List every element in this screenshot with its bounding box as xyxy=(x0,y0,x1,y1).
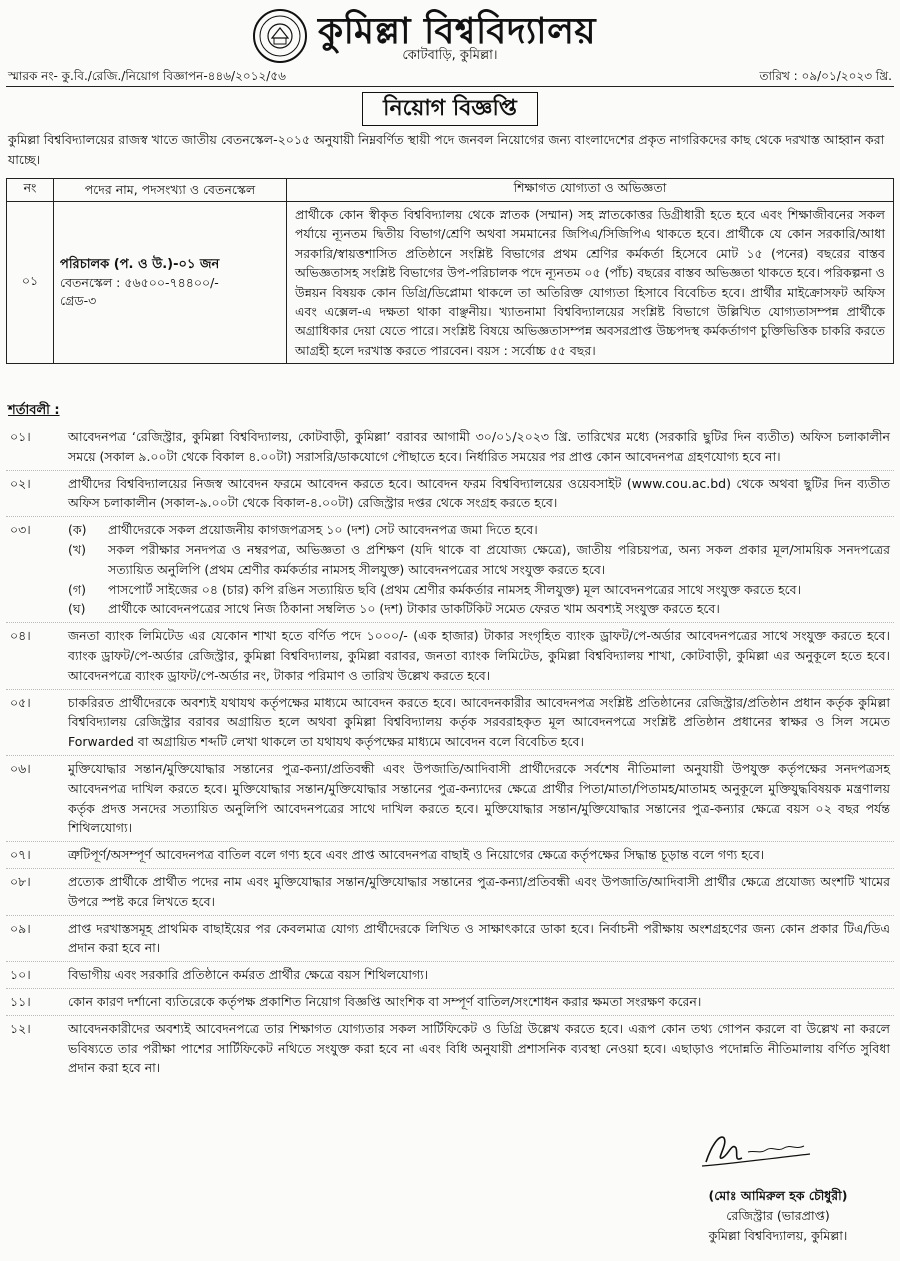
sub-item-text: প্রার্থীদেরকে সকল প্রয়োজনীয় কাগজপত্রসহ ১০ (দশ) সেট আবেদনপত্র জমা দিতে হবে। xyxy=(108,522,538,538)
divider xyxy=(6,86,894,87)
signatory-designation: রেজিস্ট্রার (ভারপ্রাপ্ত) xyxy=(726,1208,830,1223)
sub-item-label: (গ) xyxy=(68,581,86,597)
condition-text: প্রত্যেক প্রার্থীকে প্রার্থীত পদের নাম এবং মুক্তিযোদ্ধার সন্তান/মুক্তিযোদ্ধার সন্তানের পুত্র-কন্যা/প্রতিবন্ধী এবং উপজাতি/আদিবাসী প্রার্থীর ক্ষেত্রে প্রযোজ্য অংশটি খামের উপরে স্পষ্ট করে লিখতে হবে। xyxy=(68,873,890,909)
qualification-text: প্রার্থীকে কোন স্বীকৃত বিশ্ববিদ্যালয় থেকে স্নাতক (সম্মান) সহ স্নাতকোত্তর ডিগ্রীধারী হতে হবে এবং শিক্ষাজীবনের সকল পর্যায়ে ন্যূনতম দ্বিতীয় বিভাগ/শ্রেণি অথবা সমমানের জিপিএ/সিজিপিএ থাকতে হবে। প্রার্থীকে যে কোন সরকারি/আধা সরকারি/স্বায়ত্তশাসিত প্রতিষ্ঠানে সংশ্লিষ্ট বিভাগের প্রথম শ্রেণির কর্মকর্তা হিসেবে মোট ১৫ (পনের) বছরের বাস্তব অভিজ্ঞতাসহ সংশ্লিষ্ট বিভাগের উপ-পরিচালক পদে ন্যূনতম ০৫ (পাঁচ) বছরের বাস্তব অভিজ্ঞতা থাকতে হবে। পরিকল্পনা ও উন্নয়ন বিষয়ক কোন ডিগ্রি/ডিপ্লোমা থাকলে তা অতিরিক্ত যোগ্যতা হিসাবে বিবেচিত হবে। প্রার্থীর মাইক্রোসফট অফিস এবং এক্সেল-এ দক্ষতা থাকা বাঞ্ছনীয়। খ্যাতনামা বিশ্ববিদ্যালয়ের সংশ্লিষ্ট বিভাগে উল্লিখিত যোগ্যতাসম্পন্ন প্রার্থীকে অগ্রাধিকার দেয়া যেতে পারে। সংশ্লিষ্ট বিষয়ে অভিজ্ঞতাসম্পন্ন অবসরপ্রাপ্ত উচ্চপদস্থ কর্মকর্তাগণ চুক্তিভিত্তিক চাকরি করতে আগ্রহী হলে দরখাস্ত করতে পারবেন। বয়স : সর্বোচ্চ ৫৫ বছর। xyxy=(287,202,894,364)
signatory-name: (মোঃ আমিরুল হক চৌধুরী) xyxy=(708,1188,848,1203)
condition-item xyxy=(6,623,894,689)
university-address: কোটবাড়ি, কুমিল্লা। xyxy=(402,48,498,63)
row-serial: ০১ xyxy=(7,202,54,364)
condition-text: প্রাপ্ত দরখাস্তসমূহ প্রাথমিক বাছাইয়ের পর কেবলমাত্র যোগ্য প্রার্থীদেরকে লিখিত ও সাক্ষাৎকারে ডাকা হবে। নির্বাচনী পরীক্ষায় অংশগ্রহণের জন্য কোন প্রকার টিএ/ডিএ প্রদান করা হবে না। xyxy=(68,920,890,956)
sub-item-text: প্রার্থীকে আবেদনপত্রের সাথে নিজ ঠিকানা সম্বলিত ১০ (দশ) টাকার ডাকটিকিট সমেত ফেরত খাম অবশ্যই সংযুক্ত করতে হবে। xyxy=(108,601,720,617)
letterhead xyxy=(0,0,900,64)
sub-item-label: (ক) xyxy=(68,522,87,538)
condition-item xyxy=(6,962,894,989)
pay-grade: গ্রেড-৩ xyxy=(60,292,97,308)
condition-text: জনতা ব্যাংক লিমিটেড এর যেকোন শাখা হতে বর্ণিত পদে ১০০০/- (এক হাজার) টাকার সংগৃহিত ব্যাংক ড্রাফট/পে-অর্ডার আবেদনপত্রের সাথে সংযুক্ত করতে হবে। ব্যাংক ড্রাফট/পে-অর্ডার রেজিস্ট্রার, কুমিল্লা বিশ্ববিদ্যালয়, কুমিল্লা বরাবর, জনতা ব্যাংক লিমিটেড, কুমিল্লা বিশ্ববিদ্যালয় শাখা, কোটবাড়ী, কুমিল্লা এর অনুকূলে হতে হবে। আবেদনপত্রে ব্যাংক ড্রাফট/পে-অর্ডার নং, টাকার পরিমাণ ও তারিখ উল্লেখ করতে হবে। xyxy=(68,628,890,683)
sub-item xyxy=(68,599,890,619)
posts-table xyxy=(6,178,894,364)
condition-item xyxy=(6,989,894,1016)
condition-text: প্রার্থীদের বিশ্ববিদ্যালয়ের নিজস্ব আবেদন ফরমে আবেদন করতে হবে। আবেদন ফরম বিশ্ববিদ্যালয়ের ওয়েবসাইট (www.cou.ac.bd) থেকে অথবা ছুটির দিন ব্যতীত অফিস চলাকালীন (সকাল-৯.০০টা থেকে বিকাল-৪.০০টা) রেজিস্ট্রার দপ্তর থেকে সংগ্রহ করতে হবে। xyxy=(68,475,890,511)
condition-item xyxy=(6,690,894,756)
condition-item xyxy=(6,869,894,916)
condition-number: ০৯। xyxy=(10,920,31,936)
sub-item-label: (ঘ) xyxy=(68,601,86,617)
conditions-list xyxy=(6,424,894,1081)
pay-scale: বেতনস্কেল : ৫৬৫০০-৭৪৪০০/- xyxy=(60,274,219,290)
condition-item xyxy=(6,471,894,518)
post-cell xyxy=(54,202,287,364)
title-box xyxy=(362,92,538,126)
condition-number: ০৬। xyxy=(10,760,31,776)
condition-number: ১১। xyxy=(10,993,31,1009)
condition-item xyxy=(6,916,894,963)
condition-text: কোন কারণ দর্শানো ব্যতিরেকে কর্তৃপক্ষ প্রকাশিত নিয়োগ বিজ্ঞপ্তি আংশিক বা সম্পূর্ণ বাতিল/সংশোধন করার ক্ষমতা সংরক্ষণ করেন। xyxy=(68,993,702,1009)
condition-text: চাকরিরত প্রার্থীদেরকে অবশ্যই যথাযথ কর্তৃপক্ষের মাধ্যমে আবেদন করতে হবে। আবেদনকারীর আবেদনপত্র সংশ্লিষ্ট প্রতিষ্ঠানের রেজিস্ট্রার/প্রতিষ্ঠান প্রধান কর্তৃক কুমিল্লা বিশ্ববিদ্যালয় রেজিস্ট্রার বরাবর অগ্রায়িত হলে অথবা কুমিল্লা বিশ্ববিদ্যালয় কর্তৃক সরবরাহকৃত মূল আবেদনপত্রে সংশ্লিষ্ট প্রতিষ্ঠান প্রধানের স্বাক্ষর ও সিল সমেত Forwarded বা অগ্রায়িত শব্দটি লেখা থাকলে তা যথাযথ কর্তৃপক্ষের মাধ্যমে আবেদন বলে বিবেচিত হবে। xyxy=(68,694,890,750)
table-header-row xyxy=(7,179,894,202)
condition-number: ১০। xyxy=(10,967,31,983)
memo-number: স্মারক নং- কু.বি./রেজি./নিয়োগ বিজ্ঞাপন-৪৪৬/২০১২/৫৬ xyxy=(8,69,286,83)
sub-item xyxy=(68,540,890,580)
sub-item xyxy=(68,580,890,600)
sub-item-text: সকল পরীক্ষার সনদপত্র ও নম্বরপত্র, অভিজ্ঞতা ও প্রশিক্ষণ (যদি থাকে বা প্রযোজ্য ক্ষেত্রে), জাতীয় পরিচয়পত্র, অন্য সকল প্রকার মূল/সাময়িক সনদপত্রের সত্যায়িত অনুলিপি (প্রথম শ্রেণীর কর্মকর্তার নামসহ সীলযুক্ত) আবেদনপত্রের সাথে সংযুক্ত করতে হবে। xyxy=(108,541,890,577)
signatory-block xyxy=(660,1186,896,1246)
condition-text: ত্রুটিপূর্ণ/অসম্পূর্ণ আবেদনপত্র বাতিল বলে গণ্য হবে এবং প্রাপ্ত আবেদনপত্র বাছাই ও নিয়োগের ক্ষেত্রে কর্তৃপক্ষের সিদ্ধান্ত চূড়ান্ত বলে গণ্য হবে। xyxy=(68,847,765,863)
condition-number: ০৮। xyxy=(10,873,31,889)
signatory-office: কুমিল্লা বিশ্ববিদ্যালয়, কুমিল্লা। xyxy=(708,1228,848,1243)
condition-item xyxy=(6,517,894,623)
sub-item xyxy=(68,520,890,540)
condition-number: ০৫। xyxy=(10,694,31,710)
conditions-heading: শর্তাবলী : xyxy=(8,403,60,418)
table-row xyxy=(7,202,894,364)
header-post: পদের নাম, পদসংখ্যা ও বেতনস্কেল xyxy=(54,179,287,202)
condition-number: ০৭। xyxy=(10,847,31,863)
condition-item xyxy=(6,424,894,471)
condition-number: ০৩। xyxy=(10,522,31,538)
header-qualification: শিক্ষাগত যোগ্যতা ও অভিজ্ঞতা xyxy=(287,179,894,202)
condition-item xyxy=(6,842,894,869)
post-name: পরিচালক (প. ও উ.)-০১ জন xyxy=(60,256,220,272)
condition-number: ০২। xyxy=(10,475,31,491)
notice-title: নিয়োগ বিজ্ঞপ্তি xyxy=(383,94,517,121)
notice-date: তারিখ : ০৯/০১/২০২৩ খ্রি. xyxy=(759,69,892,83)
condition-number: ০৪। xyxy=(10,628,31,644)
condition-text: মুক্তিযোদ্ধার সন্তান/মুক্তিযোদ্ধার সন্তানের পুত্র-কন্যা/প্রতিবন্ধী এবং উপজাতি/আদিবাসী প্রার্থীদেরকে সর্বশেষ নীতিমালা অনুযায়ী উপযুক্ত কর্তৃপক্ষের সনদপত্রসহ আবেদনপত্র দাখিল করতে হবে। মুক্তিযোদ্ধার সন্তান/মুক্তিযোদ্ধার সন্তানের পুত্র-কন্যাদের ক্ষেত্রে প্রার্থীর পিতা/মাতা/পিতামহ/মাতামহ অনুকূলে মুক্তিযুদ্ধবিষয়ক মন্ত্রণালয় কর্তৃক প্রদত্ত সনদের সত্যায়িত অনুলিপি আবেদনপত্রের সাথে দাখিল করতে হবে। মুক্তিযোদ্ধার সন্তান/মুক্তিযোদ্ধার সন্তানের পুত্র-কন্যার ক্ষেত্রে বয়স ০২ বছর পর্যন্ত শিথিলযোগ্য। xyxy=(68,760,890,836)
condition-subitems xyxy=(68,520,894,619)
sub-item-text: পাসপোর্ট সাইজের ০৪ (চার) কপি রঙিন সত্যায়িত ছবি (প্রথম শ্রেণীর কর্মকর্তার নামসহ সীলযুক্ত) মূল আবেদনপত্রের সাথে সংযুক্ত করতে হবে। xyxy=(108,581,802,597)
header-serial: নং xyxy=(7,179,54,202)
handwritten-signature xyxy=(698,1124,818,1174)
condition-text: আবেদনপত্র ‘রেজিস্ট্রার, কুমিল্লা বিশ্ববিদ্যালয়, কোটবাড়ী, কুমিল্লা’ বরাবর আগামী ৩০/০১/২০২৩ খ্রি. তারিখের মধ্যে (সরকারি ছুটির দিন ব্যতীত) অফিস চলাকালীন সময়ে (সকাল ৯.০০টা থেকে বিকাল ৪.০০টা) সরাসরি/ডাকযোগে পৌছাতে হবে। নির্ধারিত সময়ের পর প্রাপ্ত কোন আবেদনপত্র গ্রহণযোগ্য হবে না। xyxy=(68,429,890,464)
condition-number: ০১। xyxy=(10,429,31,444)
condition-text: বিভাগীয় এবং সরকারি প্রতিষ্ঠানে কর্মরত প্রার্থীর ক্ষেত্রে বয়স শিথিলযোগ্য। xyxy=(68,967,429,983)
university-name: কুমিল্লা বিশ্ববিদ্যালয় xyxy=(318,10,597,52)
condition-item xyxy=(6,756,894,842)
condition-text: আবেদনকারীদের অবশ্যই আবেদনপত্রে তার শিক্ষাগত যোগ্যতার সকল সার্টিফিকেট ও ডিগ্রি উল্লেখ করতে হবে। এরূপ কোন তথ্য গোপন করলে বা উল্লেখ না করলে ভবিষ্যতে তার পরীক্ষা পাশের সার্টিফিকেট নথিতে সংযুক্ত করা হবে না এবং বিধি অনুযায়ী প্রশাসনিক ব্যবস্থা নেওয়া হবে। এছাড়াও পদোন্নতি নীতিমালায় বর্ণিত সুবিধা প্রদান করা হবে না। xyxy=(68,1020,890,1076)
condition-number: ১২। xyxy=(10,1020,31,1036)
condition-item xyxy=(6,1016,894,1081)
intro-paragraph: কুমিল্লা বিশ্ববিদ্যালয়ের রাজস্ব খাতে জাতীয় বেতনস্কেল-২০১৫ অনুযায়ী নিম্নবর্ণিত স্থায়ী পদে জনবল নিয়োগের জন্য বাংলাদেশের প্রকৃত নাগরিকদের কাছ থেকে দরখাস্ত আহ্বান করা যাচ্ছে। xyxy=(8,132,885,167)
sub-item-label: (খ) xyxy=(68,541,86,557)
